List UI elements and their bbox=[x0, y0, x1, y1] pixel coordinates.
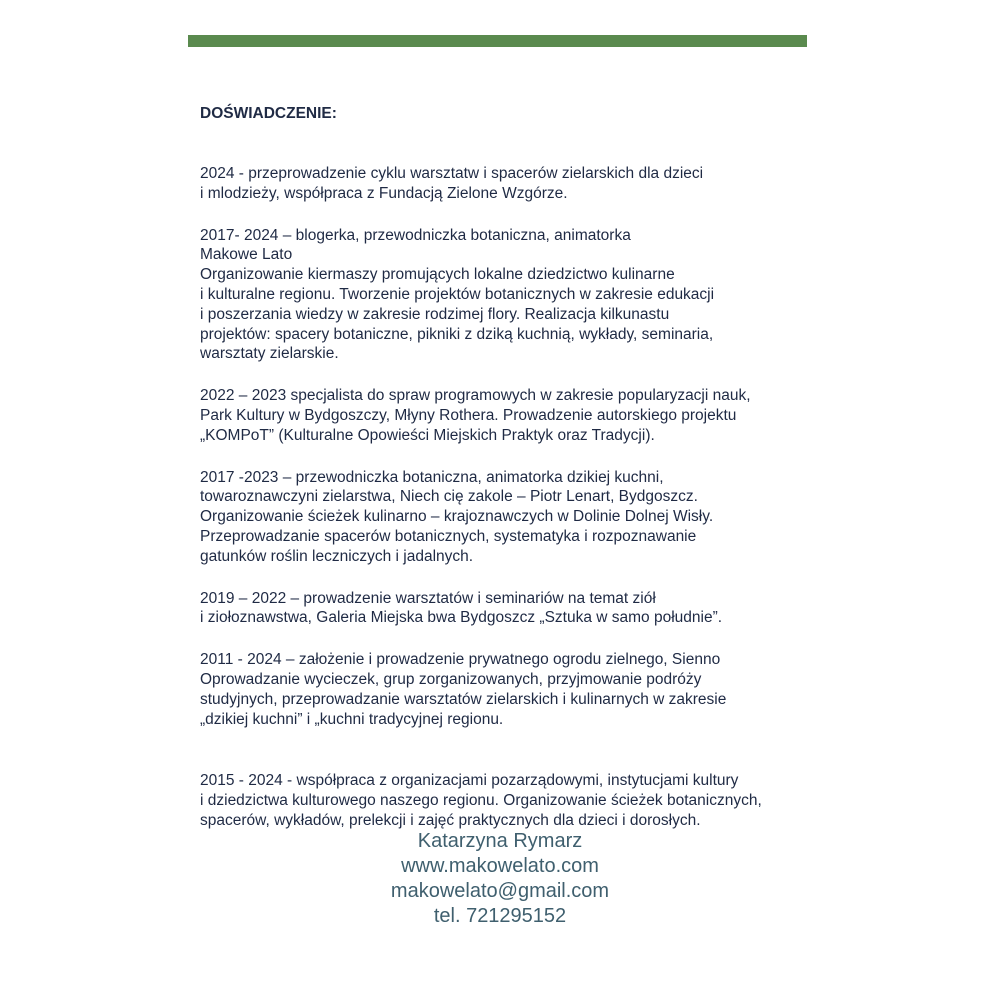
experience-entry bbox=[200, 468, 840, 567]
entry-line: „dzikiej kuchni” i „kuchni tradycyjnej regionu. bbox=[200, 710, 504, 728]
entry-line: 2015 - 2024 - współpraca z organizacjami pozarządowymi, instytucjami kultury bbox=[200, 772, 739, 790]
entry-line: towaroznawczyni zielarstwa, Niech cię zakole – Piotr Lenart, Bydgoszcz. bbox=[200, 488, 698, 506]
contact-email: makowelato@gmail.com bbox=[390, 880, 610, 902]
entry-line: i mlodzieży, współpraca z Fundacją Zielone Wzgórze. bbox=[200, 184, 568, 202]
entry-line: i kulturalne regionu. Tworzenie projektów botanicznych w zakresie edukacji bbox=[200, 285, 715, 303]
entry-line: warsztaty zielarskie. bbox=[200, 345, 339, 363]
contact-phone: tel. 721295152 bbox=[433, 905, 567, 927]
entry-line: studyjnych, przeprowadzanie warsztatów zielarskich i kulinarnych w zakresie bbox=[200, 690, 727, 708]
experience-entry bbox=[200, 771, 840, 830]
entry-line: i ziołoznawstwa, Galeria Miejska bwa Bydgoszcz „Sztuka w samo południe”. bbox=[200, 609, 723, 627]
entry-line: „KOMPoT” (Kulturalne Opowieści Miejskich Praktyk oraz Tradycji). bbox=[200, 426, 655, 444]
entry-line: 2011 - 2024 – założenie i prowadzenie prywatnego ogrodu zielnego, Sienno bbox=[200, 651, 721, 669]
entry-line: 2017- 2024 – blogerka, przewodniczka botaniczna, animatorka bbox=[200, 226, 631, 244]
experience-entry bbox=[200, 589, 840, 629]
experience-entry bbox=[200, 226, 840, 365]
experience-list bbox=[200, 164, 840, 831]
entry-line: Przeprowadzanie spacerów botanicznych, systematyka i rozpoznawanie bbox=[200, 527, 697, 545]
contact-block bbox=[280, 829, 720, 929]
entry-line: Park Kultury w Bydgoszczy, Młyny Rothera. Prowadzenie autorskiego projektu bbox=[200, 406, 737, 424]
entry-line: Organizowanie kiermaszy promujących lokalne dziedzictwo kulinarne bbox=[200, 266, 675, 284]
top-accent-bar bbox=[188, 35, 807, 47]
entry-line: 2019 – 2022 – prowadzenie warsztatów i seminariów na temat ziół bbox=[200, 589, 656, 607]
entry-line: projektów: spacery botaniczne, pikniki z dziką kuchnią, wykłady, seminaria, bbox=[200, 325, 714, 343]
entry-line: gatunków roślin leczniczych i jadalnych. bbox=[200, 547, 474, 565]
entry-line: Makowe Lato bbox=[200, 246, 293, 264]
entry-line: spacerów, wykładów, prelekcji i zajęć praktycznych dla dzieci i dorosłych. bbox=[200, 811, 701, 829]
entry-line: 2022 – 2023 specjalista do spraw programowych w zakresie popularyzacji nauk, bbox=[200, 387, 751, 405]
entry-line: 2024 - przeprowadzenie cyklu warsztatw i spacerów zielarskich dla dzieci bbox=[200, 165, 704, 182]
experience-entry bbox=[200, 386, 840, 445]
entry-line: i poszerzania wiedzy w zakresie rodzimej flory. Realizacja kilkunastu bbox=[200, 305, 670, 323]
contact-name: Katarzyna Rymarz bbox=[417, 830, 583, 852]
experience-entry bbox=[200, 650, 840, 729]
entry-line: i dziedzictwa kulturowego naszego regionu. Organizowanie ścieżek botanicznych, bbox=[200, 792, 762, 810]
section-heading: DOŚWIADCZENIE: bbox=[200, 105, 337, 122]
entry-line: Organizowanie ścieżek kulinarno – krajoznawczych w Dolinie Dolnej Wisły. bbox=[200, 508, 714, 526]
entry-line: Oprowadzanie wycieczek, grup zorganizowanych, przyjmowanie podróży bbox=[200, 670, 702, 688]
contact-website: www.makowelato.com bbox=[401, 855, 599, 877]
entry-line: 2017 -2023 – przewodniczka botaniczna, animatorka dzikiej kuchni, bbox=[200, 468, 664, 486]
experience-entry bbox=[200, 164, 840, 204]
